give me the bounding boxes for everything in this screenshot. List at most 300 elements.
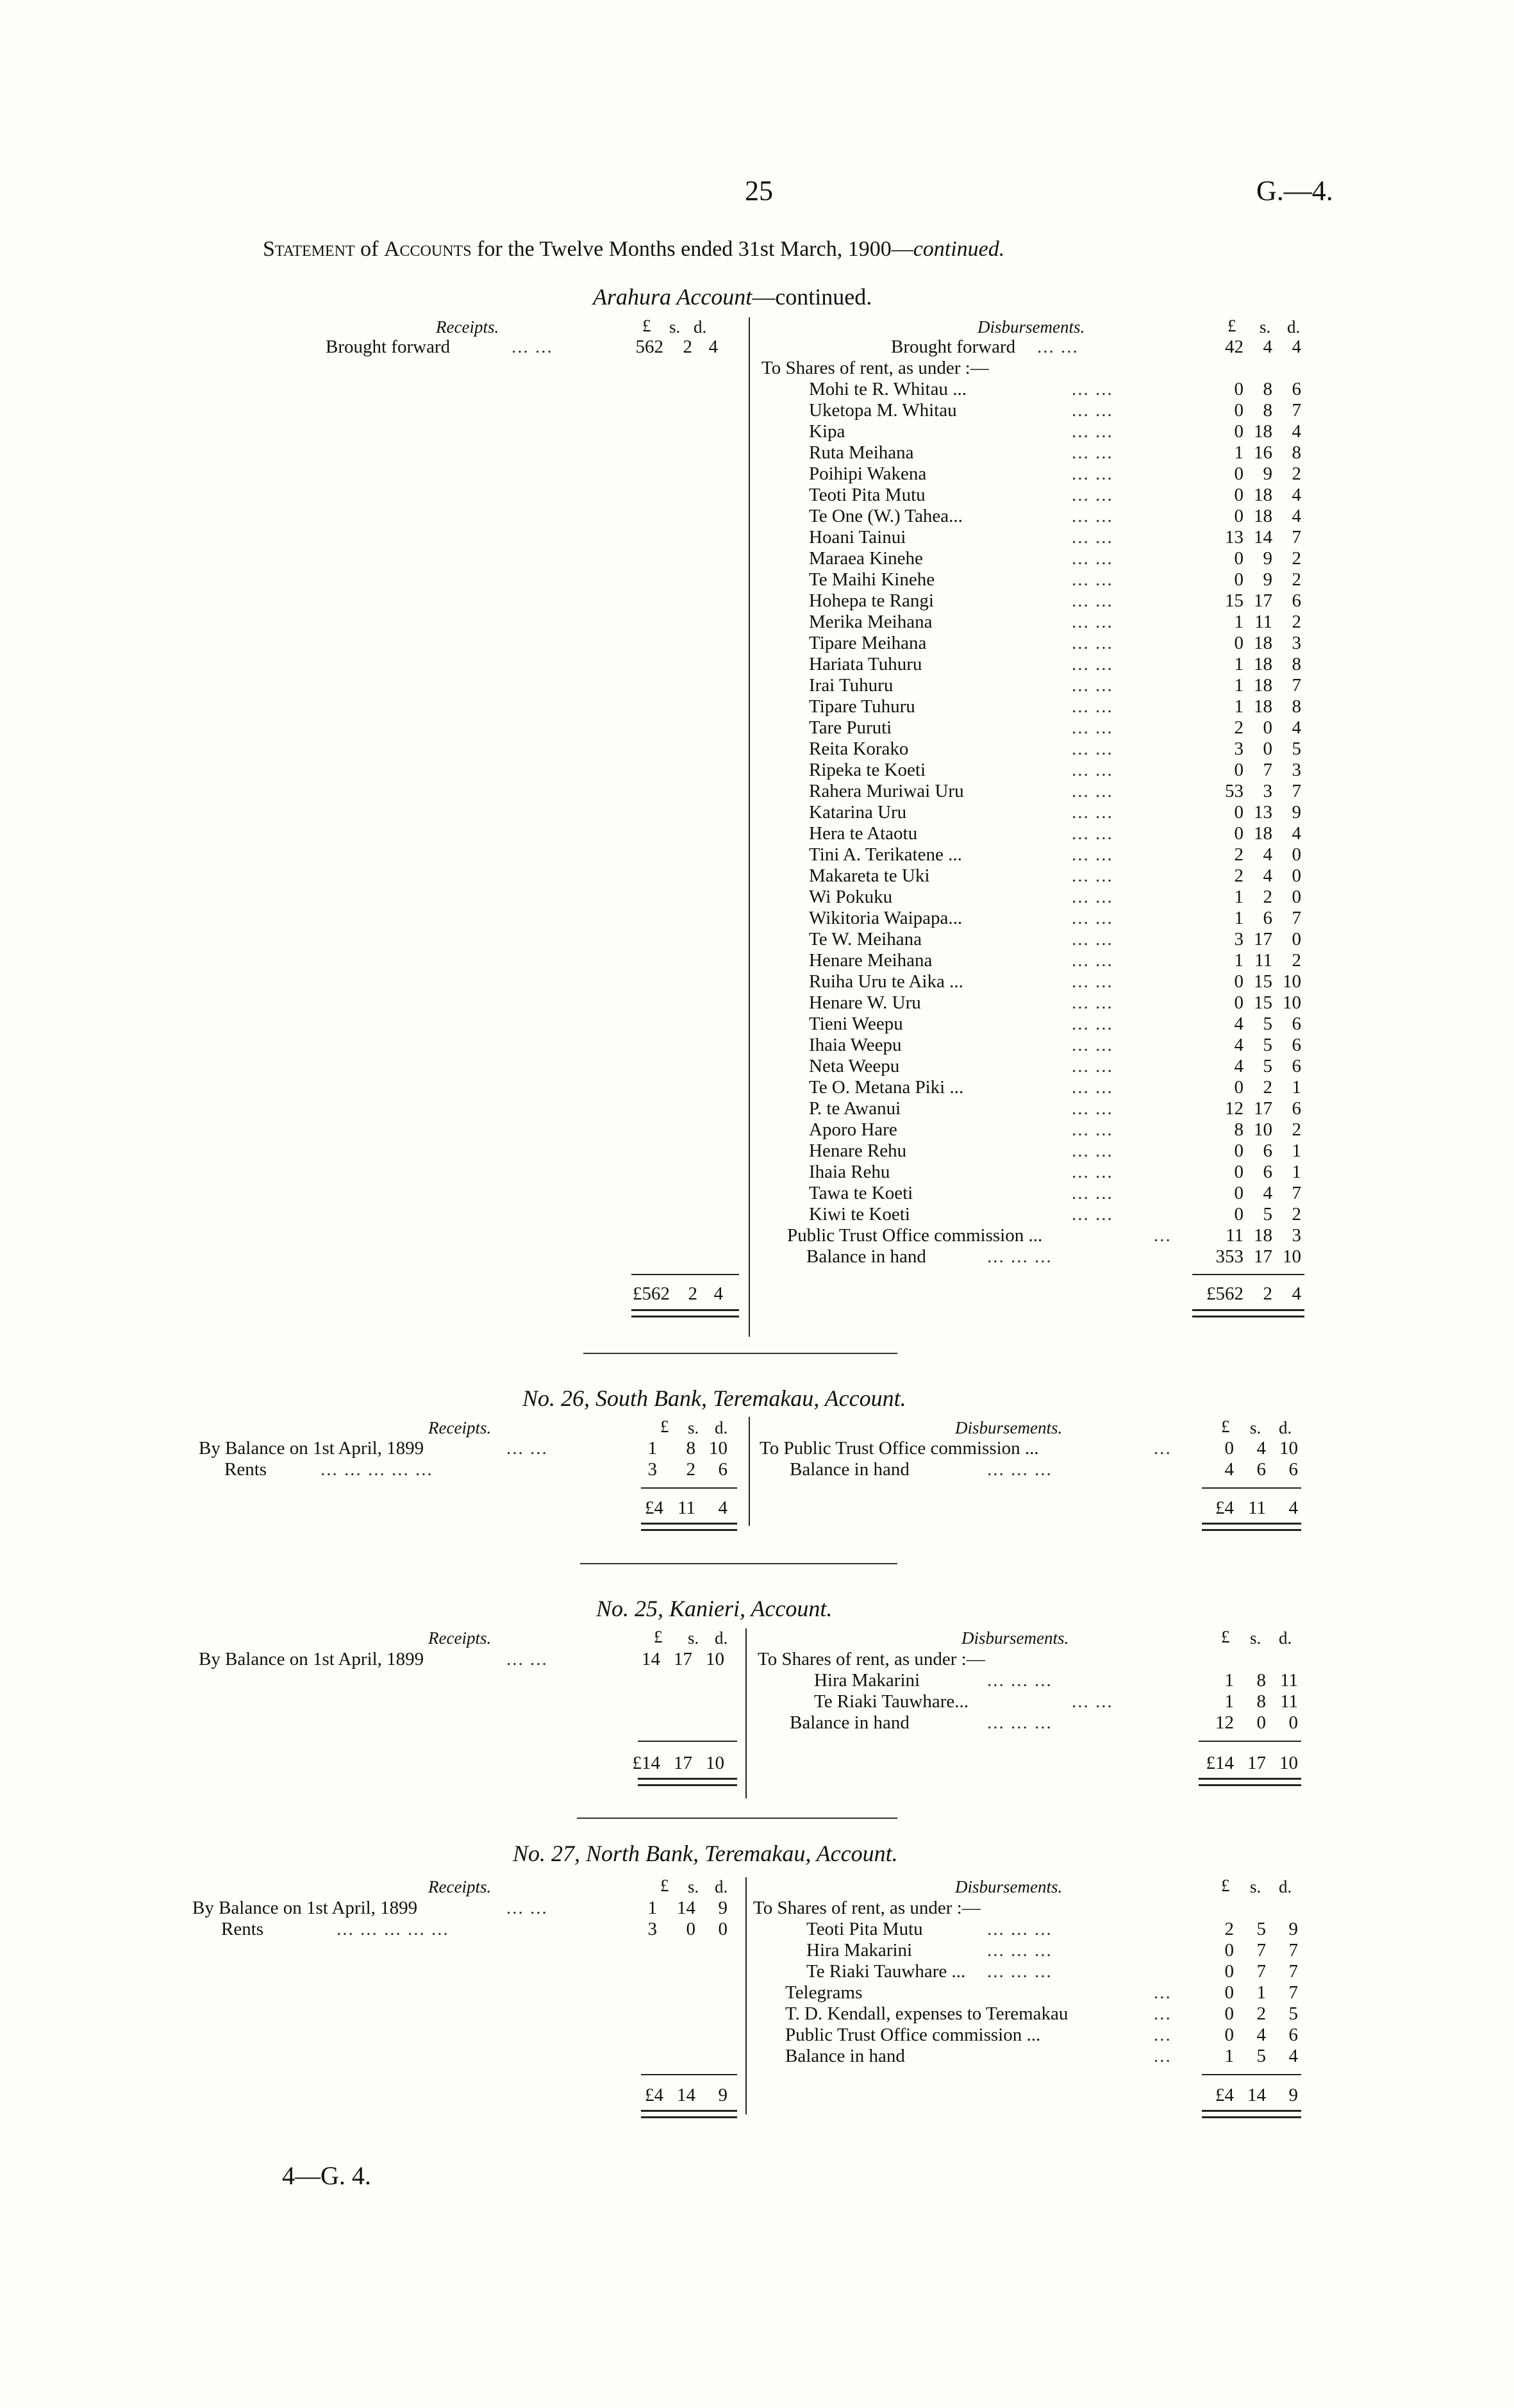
north-other-shillings: 2: [1256, 2003, 1266, 2024]
share-name: P. te Awanui: [809, 1098, 901, 1119]
north-bank-receipts-heading: Receipts.: [428, 1877, 492, 1896]
leader-dots: ... ...: [1072, 675, 1113, 696]
north-bank-shares-intro: To Shares of rent, as under :—: [753, 1898, 981, 1918]
leader-dots: ... ...: [1072, 844, 1113, 865]
leader-dots: ... ...: [1072, 548, 1113, 569]
share-shillings: 2: [1263, 887, 1272, 907]
share-pounds: 0: [1234, 1141, 1244, 1161]
kanieri-col-shillings: s.: [688, 1628, 699, 1648]
arahura-total-receipts-pence: 4: [713, 1283, 723, 1304]
share-shillings: 18: [1254, 633, 1272, 653]
share-name: Wi Pokuku: [809, 887, 893, 907]
arahura-shares-intro: To Shares of rent, as under :—: [761, 358, 989, 378]
share-name: Ihaia Weepu: [809, 1035, 902, 1055]
share-pence: 7: [1292, 781, 1301, 801]
share-shillings: 18: [1254, 654, 1272, 674]
leader-dots: ... ...: [1072, 464, 1113, 484]
north-other-pounds: 0: [1224, 1982, 1234, 2003]
share-shillings: 16: [1254, 442, 1272, 463]
share-pounds: 0: [1234, 379, 1244, 399]
leader-dots: ... ...: [1072, 400, 1113, 421]
share-name: Tare Puruti: [809, 717, 892, 738]
arahura-disb-col-pence: d.: [1287, 317, 1301, 337]
leader-dots: ... ...: [1072, 1056, 1113, 1076]
north-bank-col-pence: d.: [715, 1877, 728, 1896]
leader-dots: ... ... ... ... ...: [337, 1919, 449, 1939]
share-pence: 6: [1292, 379, 1301, 399]
leader-dots: ... ...: [506, 1649, 548, 1669]
north-bank-total-disb-pounds: £4: [1215, 2085, 1234, 2105]
share-pence: 1: [1292, 1141, 1301, 1161]
share-shillings: 6: [1263, 1162, 1272, 1182]
share-pence: 0: [1292, 887, 1301, 907]
share-name: Kiwi te Koeti: [809, 1204, 910, 1225]
share-pence: 4: [1292, 485, 1301, 505]
leader-dots: ... ... ...: [987, 1919, 1052, 1939]
title-accounts: Accounts: [383, 237, 472, 261]
share-name: Hera te Ataotu: [809, 823, 918, 844]
share-pounds: 8: [1234, 1119, 1244, 1140]
north-share-pence: 7: [1288, 1940, 1298, 1961]
share-shillings: 9: [1263, 548, 1272, 569]
share-pounds: 1: [1234, 950, 1244, 971]
share-pounds: 0: [1234, 823, 1244, 844]
share-pounds: 1: [1234, 696, 1244, 717]
south-bank-total-receipts-pounds: £4: [645, 1498, 663, 1518]
kanieri-receipts-rule: [638, 1741, 737, 1742]
north-bank-disb-double-rule: [1202, 2110, 1301, 2118]
kanieri-receipts-double-rule: [638, 1778, 737, 1786]
arahura-receipts-rule: [631, 1274, 739, 1275]
kanieri-col-pounds: £: [654, 1627, 663, 1646]
arahura-receipt-pence: 4: [708, 337, 718, 357]
leader-dots: ... ... ...: [987, 1940, 1052, 1961]
share-shillings: 18: [1254, 485, 1272, 505]
north-other-pence: 7: [1288, 1982, 1298, 2003]
south-bank-receipt-2-pounds: 3: [647, 1459, 657, 1480]
share-shillings: 10: [1254, 1119, 1272, 1140]
leader-dots: ... ...: [1072, 971, 1113, 992]
kanieri-disb-1-shillings: 8: [1256, 1670, 1266, 1691]
kanieri-receipt-1-pounds: 14: [642, 1649, 660, 1669]
leader-dots: ... ...: [1072, 1183, 1113, 1203]
share-pence: 6: [1292, 590, 1301, 611]
kanieri-disb-1-pounds: 1: [1224, 1670, 1234, 1691]
share-pence: 4: [1292, 506, 1301, 526]
south-bank-col-pence: d.: [715, 1418, 728, 1437]
share-pounds: 0: [1234, 1162, 1244, 1182]
leader-dots: ... ...: [1072, 506, 1113, 526]
south-bank-receipt-1: By Balance on 1st April, 1899: [199, 1438, 424, 1459]
arahura-title-rest: —continued.: [752, 284, 872, 310]
share-name: Tawa te Koeti: [809, 1183, 913, 1203]
share-pounds: 1: [1234, 908, 1244, 928]
share-pence: 7: [1292, 527, 1301, 548]
arahura-column-divider: [749, 317, 750, 1337]
north-other-label: Public Trust Office commission ...: [785, 2025, 1041, 2045]
arahura-receipts-double-rule: [631, 1309, 739, 1317]
leader-dots: ... ...: [1072, 865, 1113, 886]
share-pounds: 1: [1234, 612, 1244, 632]
share-shillings: 15: [1254, 992, 1272, 1013]
north-bank-disb-col-shillings: s.: [1250, 1877, 1261, 1896]
share-pence: 7: [1292, 675, 1301, 696]
share-pence: 8: [1292, 696, 1301, 717]
kanieri-total-receipts-pence: 10: [706, 1753, 724, 1773]
kanieri-disb-double-rule: [1199, 1778, 1301, 1786]
arahura-col-pounds: £: [642, 316, 651, 335]
share-pence: 7: [1292, 400, 1301, 421]
share-pounds: 0: [1234, 1204, 1244, 1225]
share-pence: 8: [1292, 442, 1301, 463]
leader-dots: ... ...: [506, 1438, 548, 1459]
leader-dots: ... ...: [1072, 929, 1113, 949]
share-name: Hohepa te Rangi: [809, 590, 934, 611]
share-pence: 10: [1283, 992, 1301, 1013]
document-reference: G.—4.: [1256, 175, 1333, 206]
leader-dots: ... ...: [1072, 421, 1113, 442]
share-pounds: 2: [1234, 717, 1244, 738]
share-pence: 6: [1292, 1098, 1301, 1119]
share-pence: 7: [1292, 908, 1301, 928]
north-bank-disb-col-pounds: £: [1221, 1876, 1230, 1895]
share-pounds: 3: [1234, 739, 1244, 759]
south-bank-disb-2-shillings: 6: [1256, 1459, 1266, 1480]
share-pence: 5: [1292, 739, 1301, 759]
arahura-commission-shillings: 18: [1254, 1225, 1272, 1246]
share-pounds: 1: [1234, 654, 1244, 674]
share-shillings: 4: [1263, 844, 1272, 865]
share-shillings: 0: [1263, 739, 1272, 759]
share-shillings: 18: [1254, 675, 1272, 696]
north-share-pounds: 0: [1224, 1940, 1234, 1961]
north-bank-title-no: No. 27,: [513, 1841, 581, 1866]
leader-dots: ... ...: [1072, 633, 1113, 653]
south-bank-receipts-rule: [641, 1487, 737, 1489]
south-bank-receipt-2-shillings: 2: [686, 1459, 695, 1480]
statement-title: [263, 237, 1004, 262]
south-bank-title-no: No. 26,: [522, 1385, 590, 1411]
arahura-total-receipts-pounds: £562: [633, 1283, 670, 1304]
south-bank-receipts-heading: Receipts.: [428, 1418, 492, 1437]
kanieri-disb-1-pence: 11: [1280, 1670, 1298, 1691]
share-pence: 3: [1292, 633, 1301, 653]
share-pounds: 0: [1234, 1077, 1244, 1098]
north-bank-total-receipts-pounds: £4: [645, 2085, 663, 2105]
leader-dots: ... ...: [1072, 1204, 1113, 1225]
kanieri-total-disb-pounds: £14: [1206, 1753, 1234, 1773]
arahura-disb-heading: Disbursements.: [977, 317, 1085, 337]
share-name: Te One (W.) Tahea...: [809, 506, 963, 526]
north-share-name: Hira Makarini: [806, 1940, 913, 1961]
leader-dots: ... ...: [1072, 527, 1113, 548]
share-shillings: 9: [1263, 569, 1272, 590]
share-name: Ruta Meihana: [809, 442, 914, 463]
north-bank-total-receipts-pence: 9: [718, 2085, 728, 2105]
share-pounds: 2: [1234, 865, 1244, 886]
share-name: Ruiha Uru te Aika ...: [809, 971, 963, 992]
share-pence: 7: [1292, 1183, 1301, 1203]
north-share-name: Teoti Pita Mutu: [806, 1919, 923, 1939]
north-other-shillings: 5: [1256, 2046, 1266, 2066]
north-bank-receipt-1-pounds: 1: [647, 1898, 657, 1918]
section-separator: [583, 1353, 897, 1354]
leader-dots: ... ...: [512, 337, 553, 357]
share-shillings: 8: [1263, 379, 1272, 399]
kanieri-title-no: No. 25,: [596, 1596, 664, 1621]
share-shillings: 18: [1254, 823, 1272, 844]
share-pence: 2: [1292, 464, 1301, 484]
share-pounds: 0: [1234, 992, 1244, 1013]
kanieri-disb-3-pence: 0: [1288, 1712, 1298, 1733]
leader-dots: ... ...: [1072, 1691, 1113, 1712]
leader-dots: ...: [1154, 1982, 1172, 2003]
kanieri-col-pence: d.: [715, 1628, 728, 1648]
north-bank-receipt-1-shillings: 14: [677, 1898, 695, 1918]
kanieri-receipt-1-pence: 10: [706, 1649, 724, 1669]
share-pence: 2: [1292, 548, 1301, 569]
leader-dots: ... ...: [1072, 654, 1113, 674]
north-share-shillings: 5: [1256, 1919, 1266, 1939]
share-shillings: 11: [1254, 612, 1272, 632]
south-bank-disb-2-pence: 6: [1288, 1459, 1298, 1480]
share-shillings: 8: [1263, 400, 1272, 421]
share-pounds: 2: [1234, 844, 1244, 865]
arahura-total-disb-pence: 4: [1292, 1283, 1301, 1304]
kanieri-total-receipts-shillings: 17: [674, 1753, 692, 1773]
share-pence: 9: [1292, 802, 1301, 823]
north-other-shillings: 1: [1256, 1982, 1266, 2003]
kanieri-disb-2: Te Riaki Tauwhare...: [814, 1691, 969, 1712]
kanieri-disb-2-pence: 11: [1280, 1691, 1298, 1712]
north-bank-receipt-2-shillings: 0: [686, 1919, 695, 1939]
leader-dots: ... ...: [1072, 696, 1113, 717]
south-bank-receipt-1-pounds: 1: [647, 1438, 657, 1459]
share-name: Katarina Uru: [809, 802, 907, 823]
south-bank-receipt-1-shillings: 8: [686, 1438, 695, 1459]
kanieri-receipt-1-shillings: 17: [674, 1649, 692, 1669]
kanieri-shares-intro: To Shares of rent, as under :—: [758, 1649, 985, 1669]
share-shillings: 11: [1254, 950, 1272, 971]
north-other-pence: 5: [1288, 2003, 1298, 2024]
share-name: Teoti Pita Mutu: [809, 485, 926, 505]
south-bank-total-receipts-pence: 4: [718, 1498, 728, 1518]
south-bank-disb-1: To Public Trust Office commission ...: [760, 1438, 1039, 1459]
share-pounds: 0: [1234, 971, 1244, 992]
arahura-total-disb-shillings: 2: [1263, 1283, 1272, 1304]
kanieri-disb-3-pounds: 12: [1215, 1712, 1234, 1733]
page-footer: 4—G. 4.: [282, 2161, 371, 2190]
south-bank-disb-2: Balance in hand: [790, 1459, 910, 1480]
share-pounds: 0: [1234, 569, 1244, 590]
south-bank-disb-1-pounds: 0: [1224, 1438, 1234, 1459]
kanieri-total-receipts-pounds: £14: [632, 1753, 660, 1773]
south-bank-disb-col-pence: d.: [1279, 1418, 1292, 1437]
kanieri-disb-rule: [1199, 1741, 1301, 1742]
south-bank-disb-double-rule: [1202, 1523, 1301, 1531]
share-name: Maraea Kinehe: [809, 548, 923, 569]
share-shillings: 2: [1263, 1077, 1272, 1098]
share-shillings: 15: [1254, 971, 1272, 992]
leader-dots: ... ...: [1072, 992, 1113, 1013]
leader-dots: ... ...: [1072, 442, 1113, 463]
north-bank-total-receipts-shillings: 14: [677, 2085, 695, 2105]
arahura-disb-col-pounds: £: [1227, 316, 1236, 335]
north-other-pounds: 0: [1224, 2003, 1234, 2024]
share-pence: 4: [1292, 823, 1301, 844]
share-name: Tipare Tuhuru: [809, 696, 915, 717]
share-name: Te O. Metana Piki ...: [809, 1077, 964, 1098]
south-bank-total-disb-pence: 4: [1288, 1498, 1298, 1518]
north-bank-total-disb-pence: 9: [1288, 2085, 1298, 2105]
kanieri-total-disb-pence: 10: [1279, 1753, 1298, 1773]
share-pence: 2: [1292, 612, 1301, 632]
kanieri-receipts-heading: Receipts.: [428, 1628, 492, 1648]
arahura-commission-pounds: 11: [1226, 1225, 1244, 1246]
arahura-disb-brought-forward: [891, 337, 1079, 358]
south-bank-total-disb-pounds: £4: [1215, 1498, 1234, 1518]
south-bank-disb-col-pounds: £: [1221, 1417, 1230, 1436]
share-pounds: 13: [1225, 527, 1244, 548]
share-name: Irai Tuhuru: [809, 675, 894, 696]
kanieri-disb-3-shillings: 0: [1256, 1712, 1266, 1733]
leader-dots: ... ...: [1072, 781, 1113, 801]
share-name: Kipa: [809, 421, 845, 442]
arahura-disb-double-rule: [1192, 1309, 1304, 1317]
north-other-label: Balance in hand: [785, 2046, 905, 2066]
arahura-commission-pence: 3: [1292, 1225, 1301, 1246]
leader-dots: ... ... ...: [987, 1459, 1052, 1480]
arahura-disb-bf-pence: 4: [1292, 337, 1301, 357]
share-shillings: 0: [1263, 717, 1272, 738]
share-pence: 8: [1292, 654, 1301, 674]
share-shillings: 5: [1263, 1056, 1272, 1076]
leader-dots: ... ... ...: [987, 1670, 1052, 1691]
share-pounds: 0: [1234, 485, 1244, 505]
share-pence: 0: [1292, 929, 1301, 949]
arahura-balance: Balance in hand: [806, 1246, 926, 1267]
share-name: Tipare Meihana: [809, 633, 927, 653]
north-bank-receipt-2-pounds: 3: [647, 1919, 657, 1939]
north-other-shillings: 4: [1256, 2025, 1266, 2045]
share-shillings: 9: [1263, 464, 1272, 484]
leader-dots: ... ...: [1037, 337, 1079, 357]
south-bank-col-shillings: s.: [688, 1418, 699, 1437]
leader-dots: ... ...: [1072, 1014, 1113, 1034]
leader-dots: ... ...: [1072, 760, 1113, 780]
leader-dots: ... ...: [1072, 1077, 1113, 1098]
leader-dots: ... ... ... ... ...: [320, 1459, 433, 1480]
north-share-pounds: 0: [1224, 1961, 1234, 1982]
north-bank-title: [513, 1840, 898, 1867]
share-name: Rahera Muriwai Uru: [809, 781, 964, 801]
disb-label: Brought forward: [891, 337, 1016, 357]
leader-dots: ... ... ...: [987, 1246, 1052, 1267]
arahura-disb-col-shillings: s.: [1260, 317, 1271, 337]
leader-dots: ... ...: [1072, 717, 1113, 738]
arahura-balance-pence: 10: [1283, 1246, 1301, 1267]
share-shillings: 17: [1254, 1098, 1272, 1119]
kanieri-disb-heading: Disbursements.: [961, 1628, 1069, 1648]
share-pounds: 1: [1234, 675, 1244, 696]
north-bank-receipts-rule: [641, 2074, 737, 2075]
share-pence: 2: [1292, 1204, 1301, 1225]
leader-dots: ... ...: [506, 1898, 548, 1918]
share-pence: 2: [1292, 950, 1301, 971]
north-bank-col-pounds: £: [660, 1876, 669, 1895]
leader-dots: ... ...: [1072, 887, 1113, 907]
arahura-title-italic: Arahura Account: [593, 284, 753, 310]
title-continued: continued.: [913, 237, 1005, 261]
leader-dots: ...: [1154, 2025, 1172, 2045]
share-pence: 10: [1283, 971, 1301, 992]
arahura-col-shillings: s.: [669, 317, 681, 337]
share-name: Tini A. Terikatene ...: [809, 844, 962, 865]
south-bank-col-pounds: £: [660, 1417, 669, 1436]
share-pence: 6: [1292, 1014, 1301, 1034]
north-other-label: Telegrams: [785, 1982, 863, 2003]
kanieri-receipt-1: By Balance on 1st April, 1899: [199, 1649, 424, 1669]
share-shillings: 17: [1254, 929, 1272, 949]
north-share-name: Te Riaki Tauwhare ...: [806, 1961, 966, 1982]
share-name: Te W. Meihana: [809, 929, 922, 949]
north-bank-receipt-2: Rents: [221, 1919, 264, 1939]
share-name: Hariata Tuhuru: [809, 654, 922, 674]
share-pence: 2: [1292, 569, 1301, 590]
share-pounds: 4: [1234, 1056, 1244, 1076]
north-bank-divider: [745, 1877, 747, 2114]
share-pence: 0: [1292, 865, 1301, 886]
north-bank-disb-col-pence: d.: [1279, 1877, 1292, 1896]
leader-dots: ... ...: [1072, 1162, 1113, 1182]
title-rest: for the Twelve Months ended 31st March, 1900—: [477, 237, 913, 261]
leader-dots: ...: [1154, 1225, 1172, 1246]
leader-dots: ... ...: [1072, 590, 1113, 611]
share-name: Tieni Weepu: [809, 1014, 903, 1034]
north-share-shillings: 7: [1256, 1961, 1266, 1982]
share-name: Poihipi Wakena: [809, 464, 927, 484]
share-name: Neta Weepu: [809, 1056, 900, 1076]
north-bank-receipt-2-pence: 0: [718, 1919, 728, 1939]
share-pounds: 0: [1234, 1183, 1244, 1203]
page-number: 25: [745, 175, 773, 206]
share-name: Merika Meihana: [809, 612, 933, 632]
kanieri-title: [596, 1595, 832, 1622]
south-bank-disb-heading: Disbursements.: [955, 1418, 1063, 1437]
kanieri-disb-col-shillings: s.: [1250, 1628, 1261, 1648]
share-shillings: 13: [1254, 802, 1272, 823]
share-shillings: 4: [1263, 865, 1272, 886]
leader-dots: ...: [1154, 2003, 1172, 2024]
north-bank-receipt-1: By Balance on 1st April, 1899: [192, 1898, 418, 1918]
north-bank-total-disb-shillings: 14: [1247, 2085, 1266, 2105]
north-bank-title-name: North Bank, Teremakau, Account.: [586, 1841, 898, 1866]
south-bank-total-disb-shillings: 11: [1248, 1498, 1266, 1518]
arahura-commission: Public Trust Office commission ...: [787, 1225, 1043, 1246]
north-share-pounds: 2: [1224, 1919, 1234, 1939]
leader-dots: ... ...: [1072, 379, 1113, 399]
kanieri-disb-col-pounds: £: [1221, 1627, 1230, 1646]
share-name: Hoani Tainui: [809, 527, 906, 548]
share-shillings: 5: [1263, 1204, 1272, 1225]
leader-dots: ... ...: [1072, 1035, 1113, 1055]
share-shillings: 18: [1254, 506, 1272, 526]
leader-dots: ... ...: [1072, 908, 1113, 928]
south-bank-total-receipts-shillings: 11: [678, 1498, 695, 1518]
share-name: Makareta te Uki: [809, 865, 930, 886]
share-name: Ihaia Rehu: [809, 1162, 890, 1182]
share-pounds: 0: [1234, 548, 1244, 569]
